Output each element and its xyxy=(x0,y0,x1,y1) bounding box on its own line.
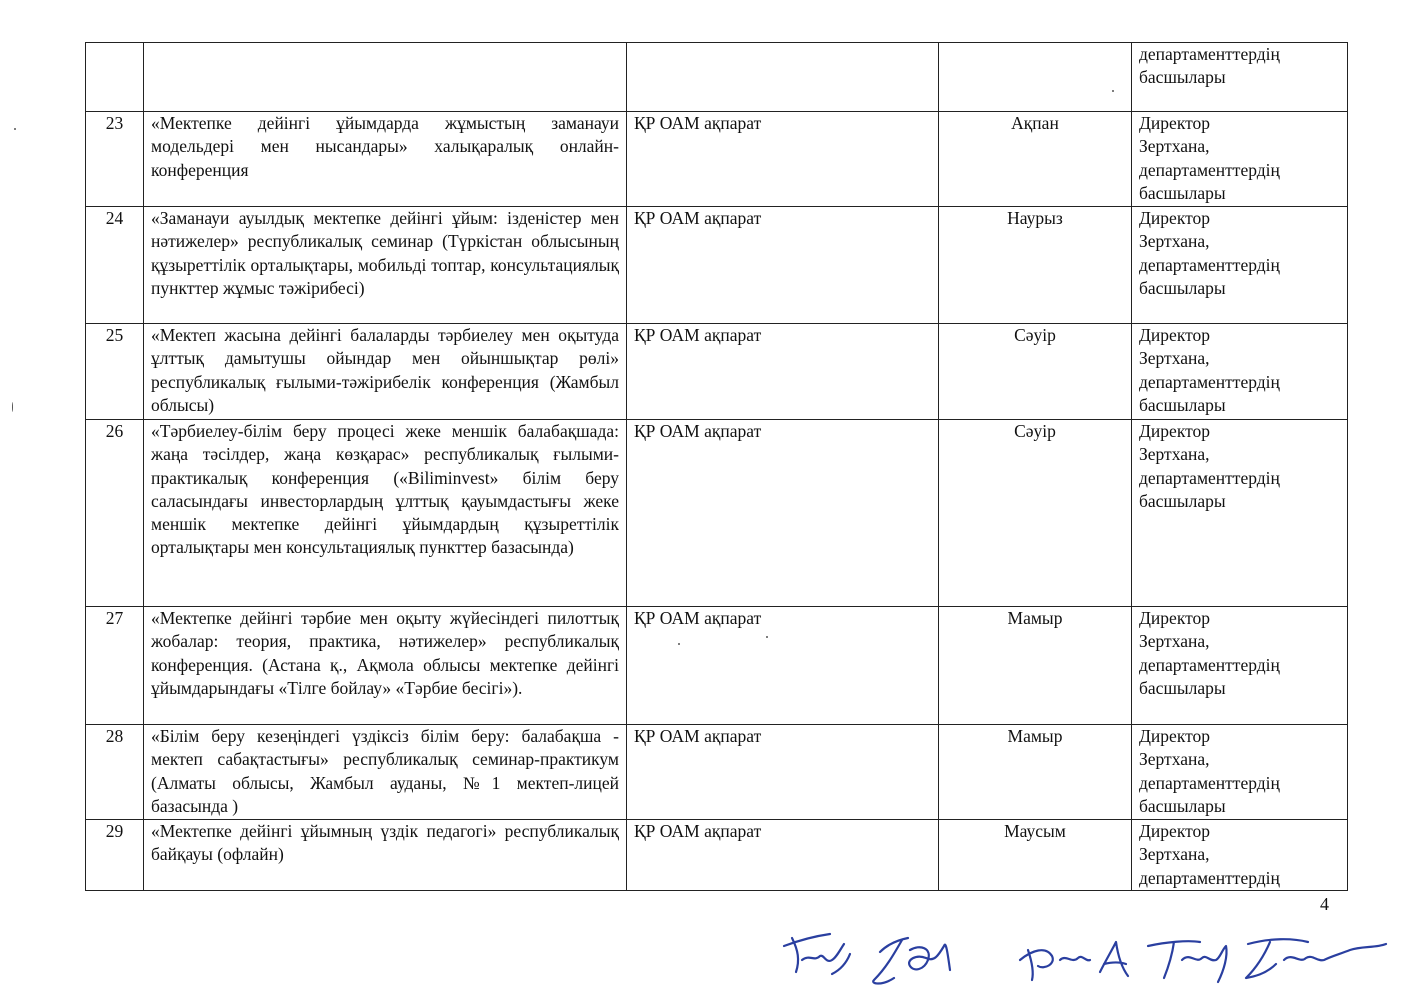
page-number: 4 xyxy=(1320,894,1329,914)
executor-line: Директор xyxy=(1139,325,1211,345)
executor-line: Зертхана, xyxy=(1139,136,1210,157)
handwritten-signatures xyxy=(770,920,1400,1000)
event-title: «Мектеп жасына дейінгі балаларды тәрбиелеу мен оқытуда ұлттық дамытушы ойындар мен ойыншықтар рөлі» республикалық ғылыми-тәжірибелік конференция (Жамбыл облысы) xyxy=(144,324,627,420)
executor-line: Директор xyxy=(1139,113,1211,133)
executor-line: Директор xyxy=(1139,821,1211,841)
signature-stroke xyxy=(1148,941,1227,982)
month-cell: Маусым xyxy=(939,820,1132,891)
month-cell: Наурыз xyxy=(939,207,1132,324)
event-title: «Мектепке дейінгі тәрбие мен оқыту жүйесіндегі пилоттық жобалар: теория, практика, нәтижелер» республикалық конференция. (Астана қ., Ақмола облысы мектепке дейінгі ұйымдарындағы «Тілге бойлау» «Тәрбие бесігі»). xyxy=(144,607,627,725)
executor-line: басшылары xyxy=(1139,677,1226,698)
table-row xyxy=(86,43,1348,112)
executor-line: басшылары xyxy=(1139,490,1226,511)
row-number: 25 xyxy=(86,324,144,420)
month-cell xyxy=(939,43,1132,112)
executors-cell xyxy=(1132,420,1348,607)
signature-stroke xyxy=(1246,939,1386,978)
scan-speck xyxy=(766,636,768,638)
executor-line: департаменттердің xyxy=(1139,371,1280,392)
responsible-cell: ҚР ОАМ ақпарат xyxy=(627,112,939,207)
signature-stroke xyxy=(1020,942,1128,980)
responsible-cell: ҚР ОАМ ақпарат xyxy=(627,420,939,607)
executor-line: Директор xyxy=(1139,726,1211,746)
executor-line: Директор xyxy=(1139,421,1211,441)
executor-line: Зертхана, xyxy=(1139,231,1210,252)
executor-line: Зертхана, xyxy=(1139,749,1210,770)
executors-cell xyxy=(1132,820,1348,891)
executors-cell xyxy=(1132,324,1348,420)
table-row xyxy=(86,112,1348,207)
month-cell: Мамыр xyxy=(939,725,1132,820)
responsible-cell: ҚР ОАМ ақпарат xyxy=(627,607,939,725)
executors-cell xyxy=(1132,607,1348,725)
event-title: «Заманауи ауылдық мектепке дейінгі ұйым: ізденістер мен нәтижелер» республикалық семинар (Түркістан облысының құзыреттілік орталықтары, мобильді топтар, консультациялық пункттер жұмыс тәжірибесі) xyxy=(144,207,627,324)
table-row xyxy=(86,324,1348,420)
executor-line: басшылары xyxy=(1139,67,1226,88)
responsible-cell: ҚР ОАМ ақпарат xyxy=(627,820,939,891)
executor-line: басшылары xyxy=(1139,795,1226,816)
executor-line: Директор xyxy=(1139,208,1211,228)
event-title: «Білім беру кезеңіндегі үздіксіз білім беру: балабақша - мектеп сабақтастығы» республикалық семинар-практикум (Алматы облысы, Жамбыл ауданы, №1 мектеп-лицей базасында ) xyxy=(144,725,627,820)
signature-stroke xyxy=(784,934,850,974)
executors-cell xyxy=(1132,725,1348,820)
month-cell: Сәуір xyxy=(939,420,1132,607)
row-number: 27 xyxy=(86,607,144,725)
executor-line: басшылары xyxy=(1139,182,1226,203)
executor-line: басшылары xyxy=(1139,277,1226,298)
table-row xyxy=(86,207,1348,324)
event-title xyxy=(144,43,627,112)
event-title: «Тәрбиелеу-білім беру процесі жеке меншік балабақшада: жаңа тәсілдер, жаңа көзқарас» республикалық ғылыми-практикалық конференция («Biliminvest» білім беру саласындағы инвесторлардың ұлттық қауымдастығы жеке меншік мектепке дейінгі ұйымдардың құзыреттілік орталықтары мен консультациялық пункттер базасында) xyxy=(144,420,627,607)
row-number: 26 xyxy=(86,420,144,607)
executor-line: Зертхана, xyxy=(1139,444,1210,465)
executors-cell xyxy=(1132,207,1348,324)
table-row xyxy=(86,420,1348,607)
executor-line: Директор xyxy=(1139,608,1211,628)
executor-line: Зертхана, xyxy=(1139,844,1210,865)
event-title: «Мектепке дейінгі ұйымның үздік педагогі» республикалық байқауы (офлайн) xyxy=(144,820,627,891)
executor-line: департаменттердің xyxy=(1139,159,1280,180)
table-row xyxy=(86,820,1348,891)
scan-speck xyxy=(678,643,680,645)
month-cell: Ақпан xyxy=(939,112,1132,207)
executor-line: департаменттердің xyxy=(1139,772,1280,793)
executors-cell xyxy=(1132,112,1348,207)
table-row xyxy=(86,607,1348,725)
executor-line: Зертхана, xyxy=(1139,631,1210,652)
row-number: 23 xyxy=(86,112,144,207)
executor-line: департаменттердің xyxy=(1139,867,1280,888)
table-row xyxy=(86,725,1348,820)
executors-cell xyxy=(1132,43,1348,112)
responsible-cell: ҚР ОАМ ақпарат xyxy=(627,207,939,324)
row-number: 29 xyxy=(86,820,144,891)
scan-speck xyxy=(14,128,16,130)
row-number: 28 xyxy=(86,725,144,820)
responsible-cell xyxy=(627,43,939,112)
executor-line: Зертхана, xyxy=(1139,348,1210,369)
row-number xyxy=(86,43,144,112)
signature-stroke xyxy=(873,938,950,984)
month-cell: Мамыр xyxy=(939,607,1132,725)
row-number: 24 xyxy=(86,207,144,324)
executor-line: департаменттердің xyxy=(1139,654,1280,675)
executor-line: департаменттердің xyxy=(1139,254,1280,275)
scan-speck xyxy=(1112,90,1114,92)
event-title: «Мектепке дейінгі ұйымдарда жұмыстың заманауи модельдері мен нысандары» халықаралық онлайн-конференция xyxy=(144,112,627,207)
scan-speck xyxy=(12,402,13,412)
month-cell: Сәуір xyxy=(939,324,1132,420)
executor-line: басшылары xyxy=(1139,394,1226,415)
responsible-cell: ҚР ОАМ ақпарат xyxy=(627,324,939,420)
responsible-cell: ҚР ОАМ ақпарат xyxy=(627,725,939,820)
executor-line: департаменттердің xyxy=(1139,44,1280,64)
executor-line: департаменттердің xyxy=(1139,467,1280,488)
event-plan-table xyxy=(85,42,1348,891)
